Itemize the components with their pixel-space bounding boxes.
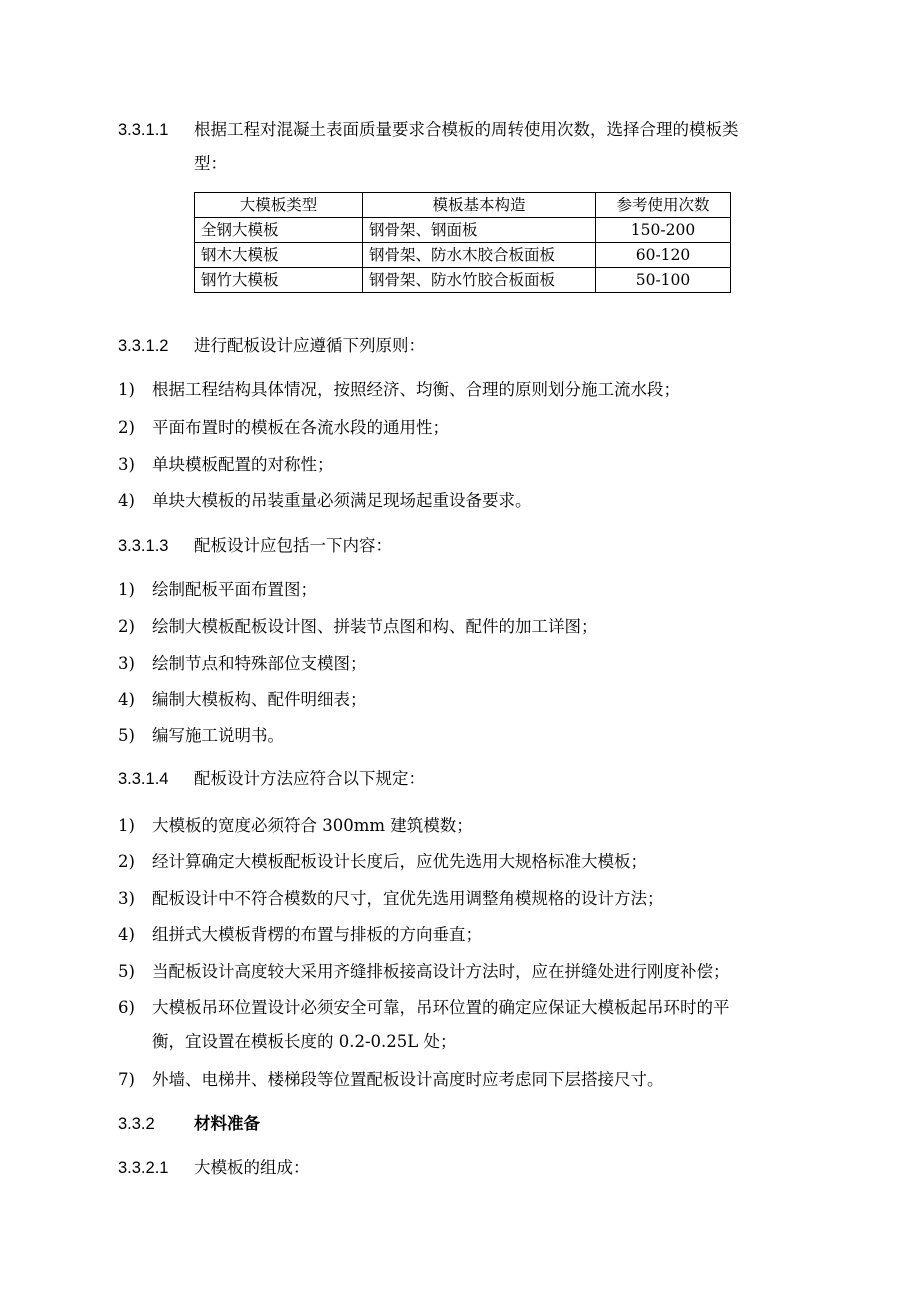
list-item: 配板设计中不符合模数的尺寸，宜优先选用调整角模规格的设计方法； bbox=[152, 889, 664, 908]
list-item: 编制大模板构、配件明细表； bbox=[152, 690, 367, 709]
section-text: 根据工程对混凝土表面质量要求合模板的周转使用次数，选择合理的模板类 bbox=[194, 120, 739, 139]
table-cell: 50-100 bbox=[596, 268, 731, 293]
list-number: 2) bbox=[118, 617, 135, 636]
list-number: 6) bbox=[118, 998, 135, 1017]
list-number: 4) bbox=[118, 690, 135, 709]
section-number: 3.3.1.2 bbox=[118, 337, 169, 355]
list-number: 5) bbox=[118, 962, 135, 981]
list-number: 1) bbox=[118, 380, 135, 399]
formwork-type-table bbox=[194, 192, 731, 293]
list-item: 根据工程结构具体情况，按照经济、均衡、合理的原则划分施工流水段； bbox=[152, 380, 680, 399]
list-number: 2) bbox=[118, 852, 135, 871]
section-heading: 材料准备 bbox=[194, 1114, 260, 1133]
list-number: 7) bbox=[118, 1070, 135, 1089]
section-number: 3.3.2 bbox=[118, 1115, 155, 1133]
list-number: 1) bbox=[118, 580, 135, 599]
table-cell: 60-120 bbox=[596, 243, 731, 268]
table-cell: 钢竹大模板 bbox=[195, 268, 363, 293]
table-row bbox=[195, 243, 731, 268]
table-row bbox=[195, 268, 731, 293]
list-item: 编写施工说明书。 bbox=[152, 726, 284, 745]
table-header: 参考使用次数 bbox=[596, 193, 731, 218]
list-number: 1) bbox=[118, 816, 135, 835]
list-number: 3) bbox=[118, 654, 135, 673]
section-number: 3.3.1.3 bbox=[118, 537, 169, 555]
list-item: 大模板吊环位置设计必须安全可靠，吊环位置的确定应保证大模板起吊环时的平 bbox=[152, 998, 730, 1017]
table-cell: 钢骨架、防水木胶合板面板 bbox=[363, 243, 596, 268]
table-header-row bbox=[195, 193, 731, 218]
list-item: 绘制节点和特殊部位支模图； bbox=[152, 654, 367, 673]
list-item: 外墙、电梯井、楼梯段等位置配板设计高度时应考虑同下层搭接尺寸。 bbox=[152, 1070, 664, 1089]
list-item: 大模板的宽度必须符合 300mm 建筑模数； bbox=[152, 816, 473, 835]
section-text-continued: 型： bbox=[194, 154, 227, 173]
list-item: 经计算确定大模板配板设计长度后，应优先选用大规格标准大模板； bbox=[152, 852, 647, 871]
table-cell: 钢骨架、防水竹胶合板面板 bbox=[363, 268, 596, 293]
table-cell: 钢木大模板 bbox=[195, 243, 363, 268]
list-number: 3) bbox=[118, 455, 135, 474]
list-number: 2) bbox=[118, 418, 135, 437]
table-cell: 钢骨架、钢面板 bbox=[363, 218, 596, 243]
section-text: 大模板的组成： bbox=[194, 1158, 310, 1177]
list-item: 绘制配板平面布置图； bbox=[152, 580, 317, 599]
list-item-continued: 衡，宜设置在模板长度的 0.2-0.25L 处； bbox=[152, 1032, 457, 1051]
section-text: 配板设计应包括一下内容： bbox=[194, 536, 392, 555]
table-cell: 全钢大模板 bbox=[195, 218, 363, 243]
section-text: 配板设计方法应符合以下规定： bbox=[194, 769, 425, 788]
list-number: 5) bbox=[118, 726, 135, 745]
list-item: 平面布置时的模板在各流水段的通用性； bbox=[152, 418, 449, 437]
section-number: 3.3.1.4 bbox=[118, 770, 169, 788]
table-row bbox=[195, 218, 731, 243]
list-item: 组拼式大模板背楞的布置与排板的方向垂直； bbox=[152, 925, 482, 944]
section-number: 3.3.1.1 bbox=[118, 121, 169, 139]
section-text: 进行配板设计应遵循下列原则： bbox=[194, 336, 425, 355]
section-number: 3.3.2.1 bbox=[118, 1159, 169, 1177]
list-number: 4) bbox=[118, 491, 135, 510]
list-item: 当配板设计高度较大采用齐缝排板接高设计方法时，应在拼缝处进行刚度补偿； bbox=[152, 962, 730, 981]
list-item: 单块模板配置的对称性； bbox=[152, 455, 334, 474]
table-header: 大模板类型 bbox=[195, 193, 363, 218]
table-header: 模板基本构造 bbox=[363, 193, 596, 218]
list-number: 4) bbox=[118, 925, 135, 944]
list-number: 3) bbox=[118, 889, 135, 908]
table-cell: 150-200 bbox=[596, 218, 731, 243]
list-item: 单块大模板的吊装重量必须满足现场起重设备要求。 bbox=[152, 491, 532, 510]
list-item: 绘制大模板配板设计图、拼装节点图和构、配件的加工详图； bbox=[152, 617, 598, 636]
